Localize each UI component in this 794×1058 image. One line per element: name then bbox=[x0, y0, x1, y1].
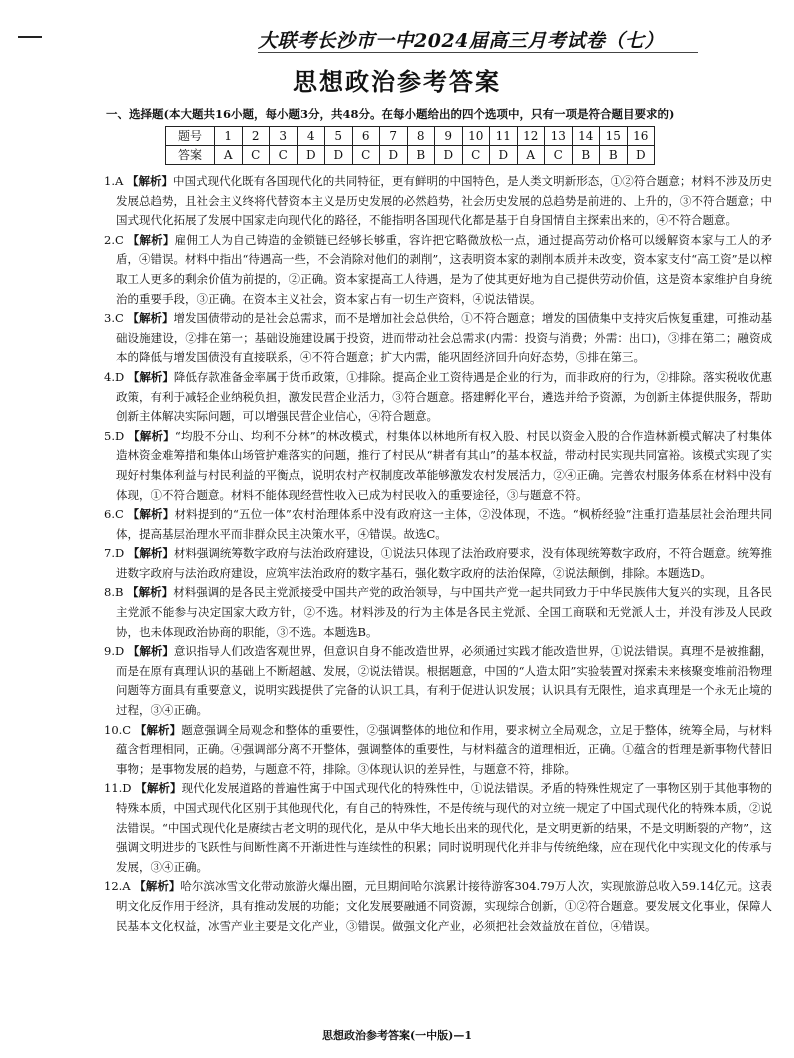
analysis-tag: 【解析】 bbox=[127, 507, 175, 522]
item-number: 3.C bbox=[104, 311, 124, 326]
item-number: 7.D bbox=[104, 546, 125, 561]
item-text: 中国式现代化既有各国现代化的共同特征，更有鲜明的中国特色，是人类文明新形态，①②符合题意；材料不涉及历史发展总趋势，且社会主义终将代替资本主义是历史发展的必然趋势，社会历史发展的总趋势是前进的、上升的，③不符合题意；中国式现代化拓展了发展中国家走向现代化的路径，不能指明各国现代化都是基于自身国情自主探索出来的，④不符合题意。 bbox=[116, 174, 773, 228]
table-row-label: 答案 bbox=[166, 146, 215, 165]
item-number: 12.A bbox=[104, 879, 131, 894]
table-cell: B bbox=[572, 146, 600, 165]
item-number: 4.D bbox=[104, 369, 125, 384]
table-cell: D bbox=[435, 146, 463, 165]
item-number: 6.C bbox=[104, 507, 124, 522]
table-cell: 13 bbox=[545, 127, 573, 146]
table-cell: D bbox=[490, 146, 518, 165]
table-cell: C bbox=[352, 146, 380, 165]
item-text: 材料强调的是各民主党派接受中国共产党的政治领导，与中国共产党一起共同致力于中华民族伟大复兴的实现，且各民主党派不能参与决定国家大政方针，②不选。材料涉及的行为主体是各民主党派、全国工商联和无党派人士，并没有涉及人民政协，也未体现政治协商的职能，③不选。本题选B。 bbox=[116, 585, 773, 639]
table-cell: 15 bbox=[600, 127, 628, 146]
table-cell: 12 bbox=[517, 127, 545, 146]
item-number: 1.A bbox=[104, 174, 124, 188]
header-underline bbox=[258, 52, 698, 53]
analysis-tag: 【解析】 bbox=[127, 232, 175, 247]
analysis-tag: 【解析】 bbox=[128, 428, 175, 443]
item-number: 11.D bbox=[104, 781, 132, 796]
page-footer: 思想政治参考答案(一中版)—1 bbox=[321, 1029, 473, 1042]
item-number: 2.C bbox=[104, 232, 124, 247]
item-text: “均股不分山、均利不分林”的林改模式，村集体以林地所有权入股、村民以资金入股的合作造林新模式解决了村集体造林资金难筹措和集体山场管护难落实的问题，推行了村民从“耕者有其山”的基本权益，带动村民实现共同富裕。该模式实现了实现好村集体利益与村民利益的平衡点，说明农村产权制度改革能够激发农村发展活力，②④正确。完善农村服务体系在材料中没有体现，①不符合题意。材料不能体现经营性收入已成为村民收入的重要途径，③与题意不符。 bbox=[116, 428, 772, 502]
analysis-tag: 【解析】 bbox=[135, 781, 182, 796]
page-title: 思想政治参考答案 bbox=[293, 67, 501, 96]
table-cell: D bbox=[627, 146, 655, 165]
item-number: 10.C bbox=[104, 722, 132, 737]
table-cell: 1 bbox=[215, 127, 243, 146]
table-cell: 9 bbox=[435, 127, 463, 146]
exam-header-title: 大联考长沙市一中2024届高三月考试卷（七） bbox=[258, 30, 664, 52]
table-row-label: 题号 bbox=[166, 127, 215, 146]
explanation-item bbox=[104, 427, 772, 505]
item-number: 5.D bbox=[104, 428, 125, 443]
table-cell: 5 bbox=[325, 127, 353, 146]
table-cell: 8 bbox=[407, 127, 435, 146]
table-cell: B bbox=[407, 146, 435, 165]
item-number: 9.D bbox=[104, 644, 125, 659]
analysis-tag: 【解析】 bbox=[134, 722, 182, 737]
table-cell: 6 bbox=[352, 127, 380, 146]
table-cell: 7 bbox=[380, 127, 408, 146]
item-text: 现代化发展道路的普遍性寓于中国式现代化的特殊性中，①说法错误。矛盾的特殊性规定了一事物区别于其他事物的特殊本质，中国式现代化区别于其他现代化，有自己的特殊性，不是传统与现代的对立统一规定了中国式现代化的特殊本质，②说法错误。“中国式现代化是赓续古老文明的现代化，是从中华大地长出来的现代化，是文明更新的结果，不是文明断裂的产物”，这强调文明进步的飞跃性与间断性离不开渐进性与连续性的积累；同时说明现代化并非与传统绝缘，应在现代化中实现文化的传承与发展，③④正确。 bbox=[116, 781, 773, 874]
item-text: 增发国债带动的是社会总需求，而不是增加社会总供给，①不符合题意；增发的国债集中支持灾后恢复重建，可推动基础设施建设，②排在第一；基础设施建设属于投资，进而带动社会总需求(内需：投资与消费；外需：出口)，③排在第二；融资成本的降低与增发国债没有直接联系，④不符合题意；扩大内需，能巩固经济回升向好态势，⑤排在第三。 bbox=[116, 311, 773, 365]
table-cell: D bbox=[297, 146, 325, 165]
item-text: 哈尔滨冰雪文化带动旅游火爆出圈，元旦期间哈尔滨累计接待游客304.79万人次，实现旅游总收入59.14亿元。这表明文化反作用于经济，具有推动发展的功能；文化发展要融通不同资源，实现综合创新，①②符合题意。要发展文化事业，保障人民基本文化权益，冰雪产业主要是文化产业，③错误。做强文化产业，必须把社会效益放在首位，④错误。 bbox=[116, 879, 773, 933]
table-cell: C bbox=[270, 146, 298, 165]
explanation-item bbox=[104, 779, 772, 877]
explanations bbox=[104, 172, 772, 936]
analysis-tag: 【解析】 bbox=[126, 174, 174, 188]
analysis-tag: 【解析】 bbox=[127, 311, 174, 326]
answer-table bbox=[165, 126, 655, 165]
item-number: 8.B bbox=[104, 585, 124, 600]
table-cell: 11 bbox=[490, 127, 518, 146]
table-cell: C bbox=[545, 146, 573, 165]
item-text: 雇佣工人为自己铸造的金锁链已经够长够重，容许把它略微放松一点，通过提高劳动价格可以缓解资本家与工人的矛盾，④错误。材料中指出“待遇高一些，不会消除对他们的剥削”，这表明资本家的剥削本质并未改变，资本家支付“高工资”是以榨取工人更多的剩余价值为前提的，②正确。资本家提高工人待遇，是为了使其更好地为自己提供劳动价值，这是资本家维护自身统治的重要手段，③正确。在资本主义社会，资本家占有一切生产资料，④说法错误。 bbox=[116, 232, 773, 306]
table-cell: 16 bbox=[627, 127, 655, 146]
table-cell: 2 bbox=[242, 127, 270, 146]
table-cell: 4 bbox=[297, 127, 325, 146]
explanation-item bbox=[104, 231, 772, 309]
table-cell: 10 bbox=[462, 127, 490, 146]
table-cell: D bbox=[380, 146, 408, 165]
explanation-item bbox=[104, 172, 772, 231]
analysis-tag: 【解析】 bbox=[127, 546, 174, 561]
table-cell: C bbox=[462, 146, 490, 165]
margin-dash bbox=[18, 36, 42, 38]
explanation-item bbox=[104, 368, 772, 427]
table-cell: A bbox=[517, 146, 545, 165]
table-cell: A bbox=[215, 146, 243, 165]
table-cell: 14 bbox=[572, 127, 600, 146]
table-cell: C bbox=[242, 146, 270, 165]
explanation-item bbox=[104, 721, 772, 780]
item-text: 材料强调统筹数字政府与法治政府建设，①说法只体现了法治政府要求，没有体现统筹数字政府，不符合题意。统筹推进数字政府与法治政府建设，应筑牢法治政府的数字基石，强化数字政府的法治保障，②说法颠倒，排除。本题选D。 bbox=[116, 546, 773, 580]
explanation-item bbox=[104, 309, 772, 368]
item-text: 意识指导人们改造客观世界，但意识自身不能改造世界，必须通过实践才能改造世界，①说法错误。真理不是被推翻，而是在原有真理认识的基础上不断超越、发展，②说法错误。根据题意，中国的“人造太阳”实验装置对探索未来核聚变堆前沿物理问题等方面具有重要意义，说明实践提供了完备的认识工具，有利于促进认识发展；认识具有无限性，追求真理是一个永无止境的过程，③④正确。 bbox=[116, 644, 773, 718]
explanation-item bbox=[104, 877, 772, 936]
explanation-item bbox=[104, 583, 772, 642]
explanation-item bbox=[104, 505, 772, 544]
analysis-tag: 【解析】 bbox=[127, 585, 174, 600]
explanation-item bbox=[104, 642, 772, 720]
analysis-tag: 【解析】 bbox=[127, 369, 174, 384]
section-title: 一、选择题(本大题共16小题，每小题3分，共48分。在每小题给出的四个选项中，只有一项是符合题目要求的) bbox=[106, 107, 675, 121]
item-text: 题意强调全局观念和整体的重要性，②强调整体的地位和作用，要求树立全局观念，立足于整体，统筹全局，与材料蕴含哲理相同，正确。④强调部分离不开整体，强调整体的重要性，与材料蕴含的道理相近，正确。①蕴含的哲理是新事物代替旧事物；是事物发展的趋势，与题意不符，排除。③体现认识的差异性，与题意不符，排除。 bbox=[116, 722, 773, 776]
analysis-tag: 【解析】 bbox=[127, 644, 174, 659]
table-cell: B bbox=[600, 146, 628, 165]
table-cell: 3 bbox=[270, 127, 298, 146]
answer-table-number-row bbox=[166, 127, 655, 146]
explanation-item bbox=[104, 544, 772, 583]
item-text: 降低存款准备金率属于货币政策，①排除。提高企业工资待遇是企业的行为，而非政府的行为，②排除。落实税收优惠政策，有利于减轻企业纳税负担，激发民营企业活力，③符合题意。搭建孵化平台，遴选并给予资源，为创新主体提供服务，帮助创新主体解决实际问题，可以增强民营企业信心，④符合题意。 bbox=[116, 369, 773, 424]
analysis-tag: 【解析】 bbox=[134, 879, 181, 894]
answer-table-answer-row bbox=[166, 146, 655, 165]
item-text: 材料提到的“五位一体”农村治理体系中没有政府这一主体，②没体现，不选。“枫桥经验”注重打造基层社会治理共同体，提高基层治理水平而非群众民主决策水平，④错误。故选C。 bbox=[116, 507, 772, 541]
table-cell: D bbox=[325, 146, 353, 165]
